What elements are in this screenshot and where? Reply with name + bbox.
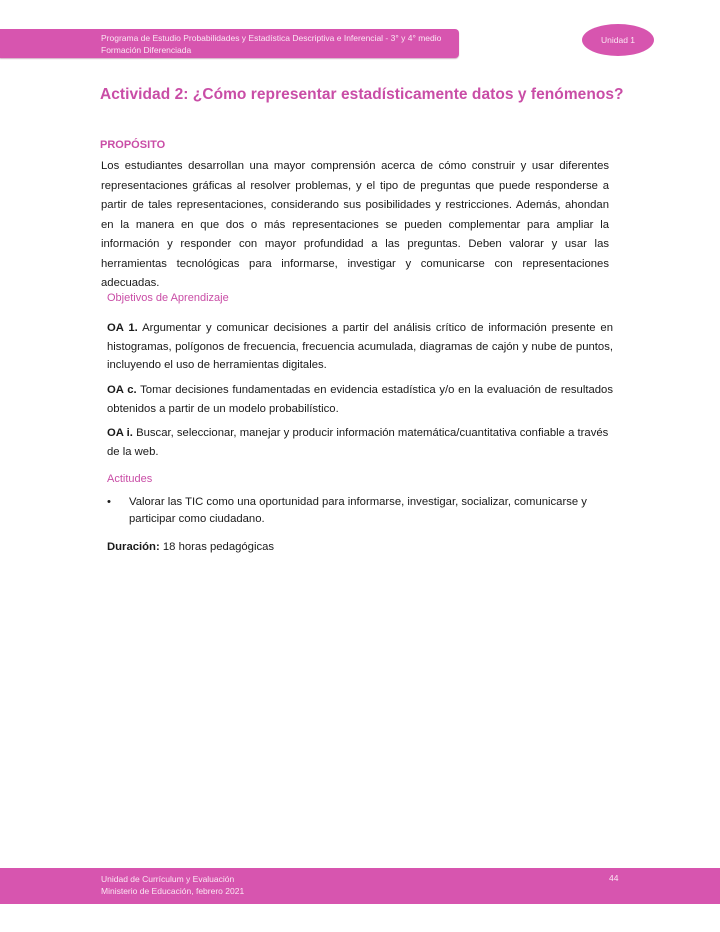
footer-line1: Unidad de Currículum y Evaluación: [101, 874, 235, 884]
header-program-line1: Programa de Estudio Probabilidades y Estadística Descriptiva e Inferencial - 3° y 4° medio: [101, 33, 442, 43]
duracion-value: 18 horas pedagógicas: [159, 541, 275, 553]
objetivos-heading: Objetivos de Aprendizaje: [107, 292, 229, 304]
oa-text: Tomar decisiones fundamentadas en evidencia estadística y/o en la evaluación de resultados obtenidos a partir de un modelo probabilístico.: [107, 384, 613, 415]
footer-text: [101, 873, 244, 897]
bullet-icon: •: [107, 496, 111, 508]
oa-item-i: [107, 424, 613, 461]
actitudes-heading: Actitudes: [107, 473, 153, 485]
proposito-heading: PROPÓSITO: [100, 139, 166, 151]
oa-code: OA i.: [107, 427, 133, 439]
header-program-line2: Formación Diferenciada: [101, 45, 192, 55]
actitudes-list-item: [107, 494, 617, 528]
oa-code: OA 1.: [107, 322, 138, 334]
duracion-label: Duración:: [107, 541, 160, 553]
oa-item-1: [107, 319, 613, 375]
oa-code: OA c.: [107, 384, 137, 396]
header-program-text: [101, 32, 441, 56]
page-title: Actividad 2: ¿Cómo representar estadísticamente datos y fenómenos?: [100, 86, 624, 103]
unit-badge: Unidad 1: [582, 24, 654, 56]
footer-line2: Ministerio de Educación, febrero 2021: [101, 886, 245, 896]
oa-item-c: [107, 381, 613, 418]
proposito-paragraph: Los estudiantes desarrollan una mayor comprensión acerca de cómo construir y usar diferentes representaciones gráficas al resolver problemas, y el tipo de preguntas que puede responderse a partir de tales representaciones, considerando sus posibilidades y restricciones. Además, ahondan en la manera en que dos o más representaciones se pueden complementar para ampliar la información y responder con mayor profundidad a las preguntas. Deben valorar y usar las herramientas tecnológicas para informarse, investigar y comunicarse con representaciones adecuadas.: [101, 160, 609, 289]
oa-text: Argumentar y comunicar decisiones a partir del análisis crítico de información presente en histogramas, polígonos de frecuencia, frecuencia acumulada, diagramas de cajón y nube de puntos, incluyendo el uso de herramientas digitales.: [107, 322, 613, 371]
oa-text: Buscar, seleccionar, manejar y producir información matemática/cuantitativa confiable a través de la web.: [107, 427, 609, 458]
duracion: [107, 541, 274, 553]
page-number: 44: [609, 873, 619, 883]
actitud-text: Valorar las TIC como una oportunidad para informarse, investigar, socializar, comunicarse y participar como ciudadano.: [129, 496, 587, 525]
